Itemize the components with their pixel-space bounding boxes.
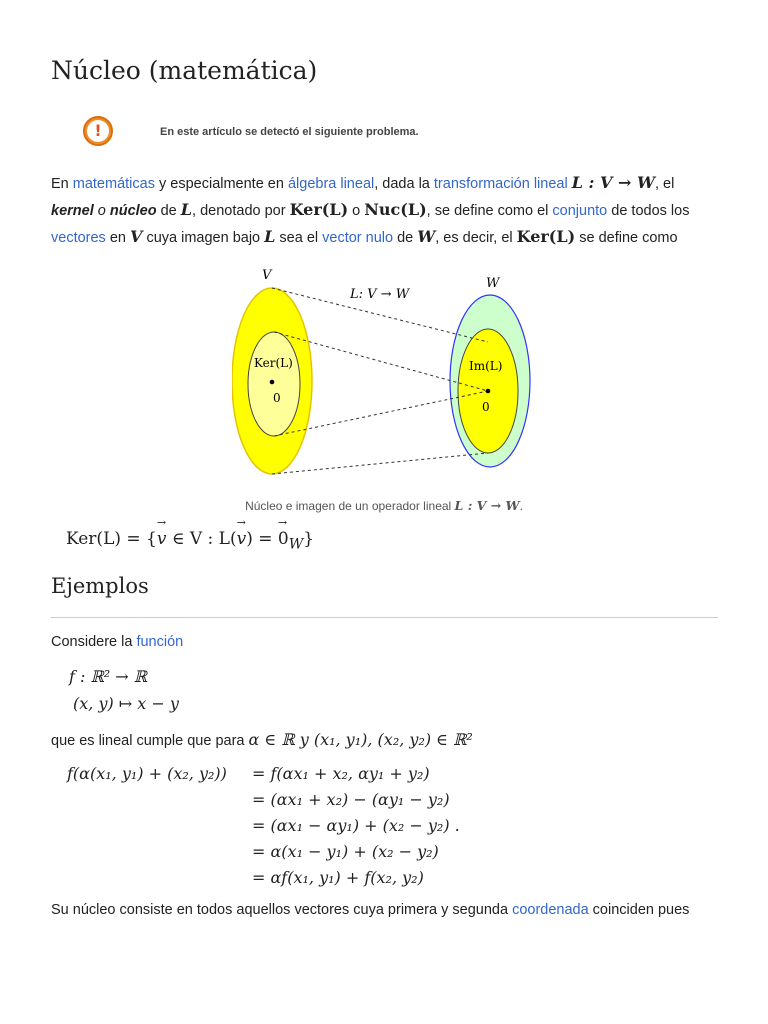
- link-algebra-lineal[interactable]: álgebra lineal: [287, 176, 375, 192]
- text: se define como: [575, 230, 678, 246]
- math-l: L: [264, 227, 276, 246]
- math-l-v-w: L : V → W: [571, 173, 655, 192]
- page-title: Núcleo (matemática): [51, 56, 318, 85]
- align-row-2: = (αx₁ + x₂) − (αy₁ − y₂): [252, 790, 450, 809]
- last-line: [51, 897, 731, 924]
- link-transformacion-lineal[interactable]: transformación lineal: [433, 176, 568, 192]
- align-row-3: = (αx₁ − αy₁) + (x₂ − y₂) .: [252, 816, 460, 835]
- text: de todos los: [607, 203, 690, 219]
- kernel-term: kernel: [51, 203, 94, 219]
- def-close: }: [303, 529, 315, 549]
- caption-text: Núcleo e imagen de un operador lineal: [245, 499, 455, 513]
- text: , es decir, el: [435, 230, 517, 246]
- link-vectores[interactable]: vectores: [51, 230, 106, 246]
- text: cuya imagen bajo: [142, 230, 265, 246]
- consider-line: [51, 629, 731, 656]
- text: o: [348, 203, 365, 219]
- text: de: [393, 230, 418, 246]
- section-divider: [51, 617, 718, 618]
- text: sea el: [275, 230, 323, 246]
- linear-line: [51, 726, 731, 755]
- zero-point-right: [486, 389, 491, 394]
- align-row-1: = f(αx₁ + x₂, αy₁ + y₂): [252, 764, 430, 783]
- notice-text: En este artículo se detectó el siguiente problema.: [160, 126, 419, 138]
- text: en: [105, 230, 130, 246]
- math-v: V: [130, 227, 143, 246]
- intro-line-1: [51, 169, 731, 198]
- kernel-definition: Ker(L) = {v → ∈ V : L(v → ) = 0 → $_W$}: [66, 516, 315, 553]
- math-w: W: [417, 227, 436, 246]
- def-sub-w: W: [288, 536, 304, 553]
- align-lhs: f(α(x₁, y₁) + (x₂, y₂)): [67, 764, 227, 783]
- function-line-1: f : ℝ² → ℝ: [69, 667, 148, 686]
- label-w: W: [486, 276, 500, 291]
- def-zero: 0: [277, 529, 289, 549]
- label-map: L: V → W: [350, 287, 410, 302]
- text: que es lineal cumple que para: [51, 733, 249, 749]
- label-zero-right: 0: [482, 400, 490, 414]
- label-v: V: [262, 268, 272, 283]
- label-im: Im(L): [469, 359, 503, 373]
- align-row-4: = α(x₁ − y₁) + (x₂ − y₂): [252, 842, 439, 861]
- def-mid: ∈ V : L(: [166, 529, 237, 549]
- def-v1: v: [156, 529, 167, 549]
- text: de: [156, 203, 181, 219]
- zero-point-left: [270, 380, 275, 385]
- label-ker: Ker(L): [254, 356, 293, 370]
- def-rhs: ) =: [246, 529, 278, 549]
- kernel-ellipse: [248, 332, 300, 436]
- text: coinciden pues: [588, 902, 690, 918]
- nucleo-term: núcleo: [109, 203, 157, 219]
- label-zero-left: 0: [273, 391, 281, 405]
- figure-caption: [0, 498, 768, 513]
- text: , se define como el: [426, 203, 553, 219]
- caption-end: .: [519, 499, 523, 513]
- text: o: [93, 203, 110, 219]
- math-nuc: Nuc(L): [364, 200, 427, 219]
- link-funcion[interactable]: función: [136, 634, 184, 650]
- text: En: [51, 176, 73, 192]
- text: Considere la: [51, 634, 137, 650]
- link-matematicas[interactable]: matemáticas: [72, 176, 155, 192]
- intro-line-2: [51, 196, 731, 225]
- caption-math: L : V → W: [454, 498, 520, 513]
- text: y especialmente en: [154, 176, 288, 192]
- kernel-image-figure: [232, 262, 552, 494]
- intro-line-3: [51, 223, 731, 252]
- warning-icon: !: [83, 116, 113, 146]
- text: , denotado por: [192, 203, 290, 219]
- linear-math: α ∈ ℝ y (x₁, y₁), (x₂, y₂) ∈ ℝ²: [248, 730, 473, 749]
- math-ker: Ker(L): [289, 200, 349, 219]
- def-lhs: Ker(L) = {: [66, 529, 157, 549]
- link-conjunto[interactable]: conjunto: [552, 203, 608, 219]
- link-vector-nulo[interactable]: vector nulo: [322, 230, 394, 246]
- text: , dada la: [374, 176, 434, 192]
- notice-box: [83, 116, 483, 150]
- link-coordenada[interactable]: coordenada: [512, 902, 589, 918]
- math-l: L: [180, 200, 193, 219]
- align-row-5: = αf(x₁, y₁) + f(x₂, y₂): [252, 868, 424, 887]
- function-line-2: (x, y) ↦ x − y: [73, 694, 179, 713]
- text: Su núcleo consiste en todos aquellos vectores cuya primera y segunda: [51, 902, 513, 918]
- math-ker: Ker(L): [516, 227, 576, 246]
- def-v2: v: [236, 529, 247, 549]
- text: , el: [654, 176, 675, 192]
- section-heading-ejemplos: Ejemplos: [51, 574, 149, 598]
